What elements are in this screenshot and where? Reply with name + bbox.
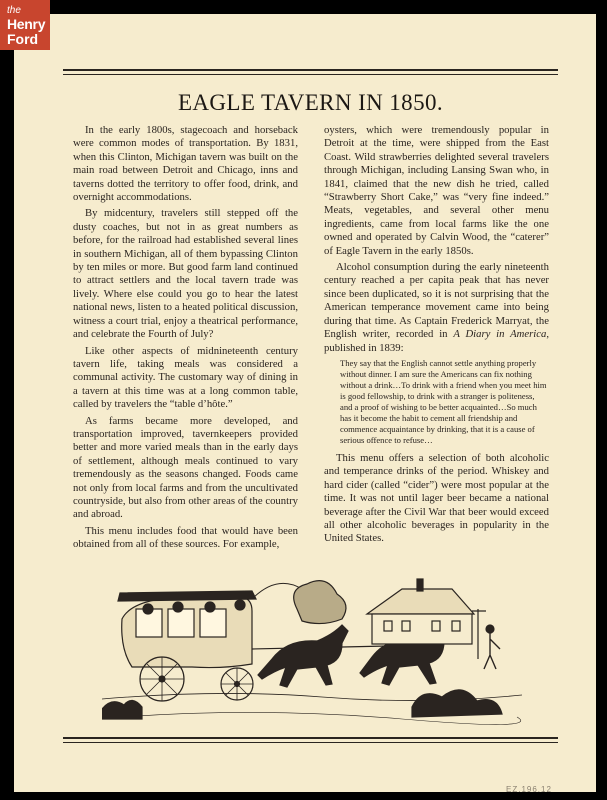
right-paragraph-2	[324, 261, 549, 355]
left-paragraph-1: In the early 1800s, stagecoach and horseback were common modes of transportation. By 1831, when this Clinton, Michigan tavern was built on the main road between Detroit and Chicago, inns and taverns dotted the territory to offer food, drink, and overnight accommodations.	[73, 124, 298, 204]
book-title: A Diary in America	[453, 328, 547, 341]
logo-word-the: the	[7, 5, 21, 16]
right-paragraph-3: This menu offers a selection of both alcoholic and temperance drinks of the period. Whiskey and hard cider (called “cider”) were most popular at the time. It was not until lager beer became a national beverage after the Civil War that beer would exceed all other alcoholic beverages in popularity in the United States.	[324, 451, 549, 545]
document-page	[14, 14, 596, 792]
marryat-intro-end: , published in 1839:	[324, 328, 549, 354]
logo-word-ford: Ford	[7, 31, 39, 47]
left-paragraph-4: As farms became more developed, and transportation improved, tavernkeepers provided better and more varied meals than in the early days of settlement, although meals continued to vary tremendously as the seasons changed. Foods came not only from local farms and from the uncultivated countryside, but also from other areas of the country and abroad.	[73, 414, 298, 521]
right-paragraph-1: oysters, which were tremendously popular in Detroit at the time, were shipped from the East Coast. Wild strawberries delighted several travelers through Michigan, including Lansing Swan who, in 1841, claimed that the new dish he tried, called “Strawberry Short Cake,” was “very fine indeed.” Meats, vegetables, and several other menu ingredients, came from local farms like the one owned and operated by Calvin Wood, the “caterer” of Eagle Tavern in the early 1850s.	[324, 124, 549, 257]
left-paragraph-2: By midcentury, travelers still stepped off the dusty coaches, but not in as great numbers as before, for the railroad had established several lines in southern Michigan, all of them bypassing Clinton by ten miles or more. But good farm land continued to attract settlers and the local tavern trade was lively. Where else could you go to hear the latest national news, listen to a heated political discussion, witness a court trial, enjoy a theatrical performance, and celebrate the Fourth of July?	[73, 207, 298, 341]
right-column	[324, 124, 549, 549]
left-paragraph-5: This menu includes food that would have been obtained from all of these sources. For example,	[73, 524, 298, 551]
marryat-intro: Alcohol consumption during the early nineteenth century reached a per capita peak that has never since been duplicated, so it is not surprising that the American temperance movement came into being during that time. As Captain Frederick Marryat, the English writer, recorded in	[324, 261, 549, 341]
left-column	[73, 124, 298, 555]
top-rule-thick	[63, 69, 558, 71]
top-rule-thin	[63, 74, 558, 75]
stagecoach-illustration	[102, 569, 522, 734]
page-title: EAGLE TAVERN IN 1850.	[177, 90, 444, 115]
henry-ford-logo	[0, 0, 50, 50]
bottom-rule-thin	[63, 742, 558, 743]
catalog-number: EZ.196.12	[506, 785, 552, 794]
left-paragraph-3: Like other aspects of midnineteenth century tavern life, taking meals was considered a communal activity. The customary way of dining in a tavern at this time was at a long common table, called by travelers the “table d’hôte.”	[73, 344, 298, 411]
logo-word-henry: Henry	[7, 16, 46, 32]
marryat-quote: They say that the English cannot settle anything properly without dinner. I am sure the Americans can fix nothing without a drink…To drink with a friend when you meet him is good fellowship, to drink with a stranger is politeness, and a proof of wishing to be better acquainted…So much has it become the habit to cement all friendship and commence acquaintance by drinking, that it is a cause of serious offence to refuse…	[340, 357, 547, 445]
bottom-rule-thick	[63, 737, 558, 739]
